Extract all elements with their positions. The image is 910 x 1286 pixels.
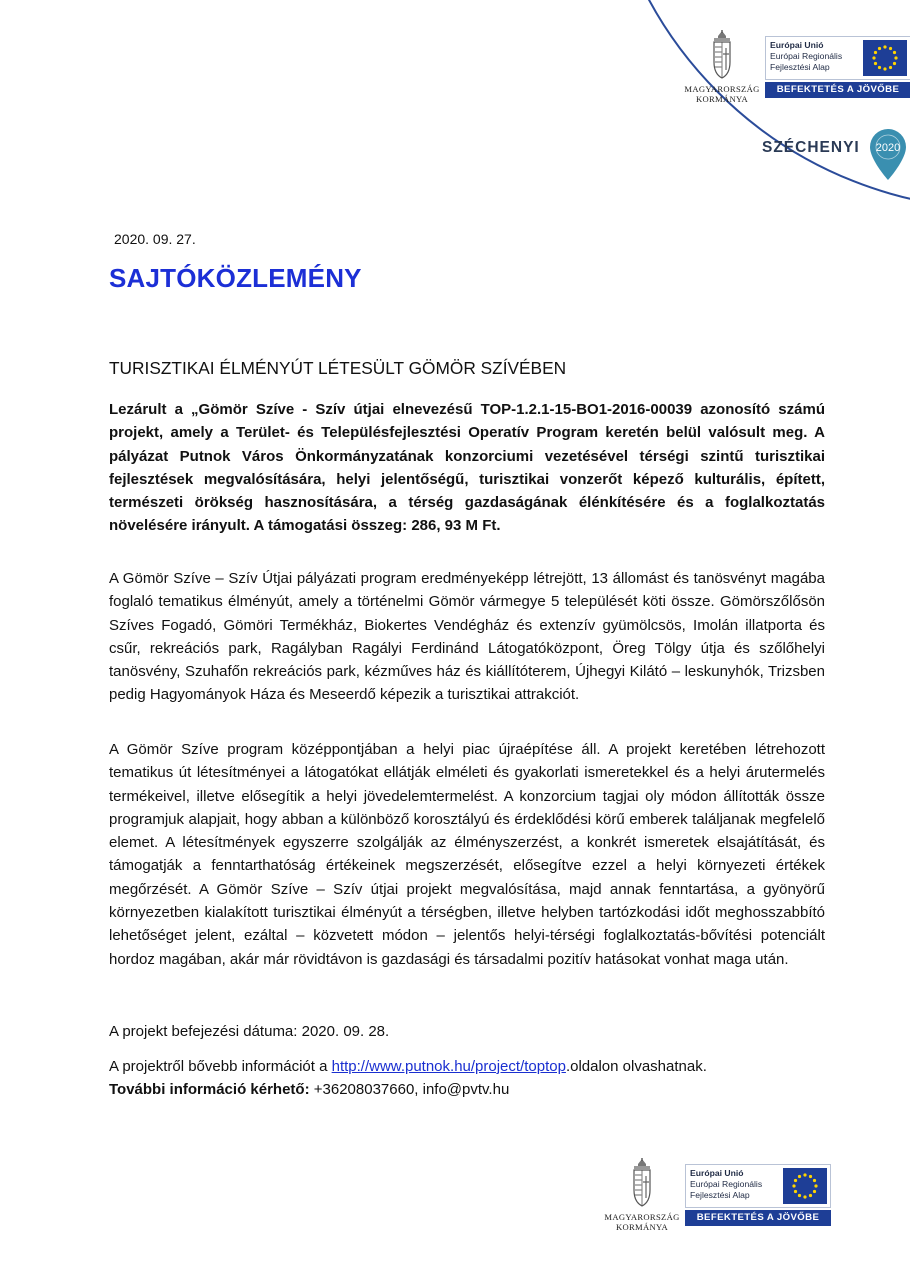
hungarian-government-logo: [603, 1158, 681, 1232]
eu-line-3: Fejlesztési Alap: [690, 1190, 750, 1200]
contact-value: +36208037660, info@pvtv.hu: [309, 1081, 510, 1098]
invest-banner: BEFEKTETÉS A JÖVŐBE: [765, 82, 910, 98]
eu-flag-icon: [783, 1168, 827, 1204]
page-title: SAJTÓKÖZLEMÉNY: [109, 263, 362, 293]
coat-of-arms-icon: [630, 1158, 654, 1210]
eu-line-2: Európai Regionális: [770, 51, 843, 61]
eu-logo: [685, 1164, 831, 1208]
government-label: [683, 84, 761, 104]
szechenyi-2020-logo: [760, 128, 910, 184]
contact-label: További információ kérhető:: [109, 1081, 310, 1098]
gov-line-2: KORMÁNYA: [615, 1222, 669, 1232]
gov-line-2: KORMÁNYA: [695, 94, 749, 104]
invest-banner: BEFEKTETÉS A JÖVŐBE: [685, 1210, 831, 1226]
info-line: [109, 1055, 869, 1078]
eu-logo: [765, 36, 910, 80]
contact-line: [109, 1078, 509, 1101]
body-paragraph-2: A Gömör Szíve program középpontjában a helyi piac újraépítése áll. A projekt keretében létrehozott tematikus út létesítményei a látogatókat ellátják elméleti és gyakorlati ismeretekkel és a helyi árutermelés termékeivel, illetve elősegítik a helyi jövedelemtermelést. A konzorcium tagjai oly módon állították össze programjuk alapjait, hogy abban a különböző korosztályú és érdeklődési körű emberek találjanak megfelelő elemet. A létesítmények egyszerre szolgálják az élményszerzést, a konkrét ismeretek elsajátítását, és támogatják a fenntarthatóság értékeinek megszerzését, elősegítve ezzel a helyi környezeti értékek megőrzését. A Gömör Szíve – Szív útjai projekt megvalósítása, majd annak fenntartása, a gyönyörű környezetben kialakított turisztikai élményút a térségben, illetve helyben tartózkodási időt meghosszabbító lehetőséget jelent, ezáltal – közvetett módon – jelentős helyi-térségi foglalkoztatás-bővítési potenciált hordoz magában, akár már rövidtávon is gazdasági és társadalmi pozitív hatásokat vonhat maga után.: [109, 741, 825, 968]
coat-of-arms-icon: [710, 30, 734, 82]
eu-title: Európai Unió: [770, 40, 824, 50]
info-suffix: .oldalon olvashatnak.: [565, 1058, 707, 1075]
eu-flag-icon: [863, 40, 907, 76]
eu-title: Európai Unió: [690, 1168, 744, 1178]
document-subtitle: TURISZTIKAI ÉLMÉNYÚT LÉTESÜLT GÖMÖR SZÍVÉBEN: [109, 358, 567, 378]
map-pin-icon: [868, 128, 908, 182]
lead-paragraph: Lezárult a „Gömör Szíve - Szív útjai elnevezésű TOP-1.2.1-15-BO1-2016-00039 azonosító számú projekt, amely a Terület- és Településfejlesztési Operatív Program keretén belül valósult meg. A pályázat Putnok Város Önkormányzatának konzorciumi vezetésével térségi szintű turisztikai fejlesztések megvalósítására, helyi jelentőségű, turisztikai vonzerőt képező kulturális, épített, természeti örökség hasznosítására, a térség gazdaságának élénkítésére és a foglalkoztatás növelésére irányult. A támogatási összeg: 286, 93 M Ft.: [109, 401, 825, 535]
government-label: [603, 1212, 681, 1232]
gov-line-1: MAGYARORSZÁG: [684, 84, 760, 94]
document-date: 2020. 09. 27.: [114, 231, 196, 247]
eu-text: [770, 40, 842, 73]
end-date-line: A projekt befejezési dátuma: 2020. 09. 28.: [109, 1023, 390, 1040]
body-paragraph-1: A Gömör Szíve – Szív Útjai pályázati program eredményeképp létrejött, 13 állomást és tanösvényt magába foglaló tematikus élményút, amely a történelmi Gömör vármegye 5 települését köti össze. Gömörszőlősön Szíves Fogadó, Gömöri Termékház, Biokertes Vendégház és extenzív gyümölcsös, Imolán illatporta és csűr, rekreációs park, Ragályban Ragályi Ferdinánd Látogatóközpont, Öreg Tölgy útja és szőlőhelyi tanösvény, Szuhafőn rekreációs park, kézműves ház és kiállítóterem, Újhegyi Kilátó – leskunyhók, Trizsben pedig Hagyományok Háza és Meseerdő képezik a turisztikai attrakciót.: [109, 570, 825, 704]
szechenyi-label: SZÉCHENYI: [762, 139, 860, 156]
eu-line-3: Fejlesztési Alap: [770, 62, 830, 72]
info-prefix: A projektről bővebb információt a: [109, 1058, 332, 1075]
hungarian-government-logo: [683, 30, 761, 104]
eu-text: [690, 1168, 762, 1201]
gov-line-1: MAGYARORSZÁG: [604, 1212, 680, 1222]
eu-line-2: Európai Regionális: [690, 1179, 763, 1189]
project-link[interactable]: http://www.putnok.hu/project/toptop: [331, 1058, 566, 1075]
szechenyi-year: 2020: [875, 142, 901, 154]
